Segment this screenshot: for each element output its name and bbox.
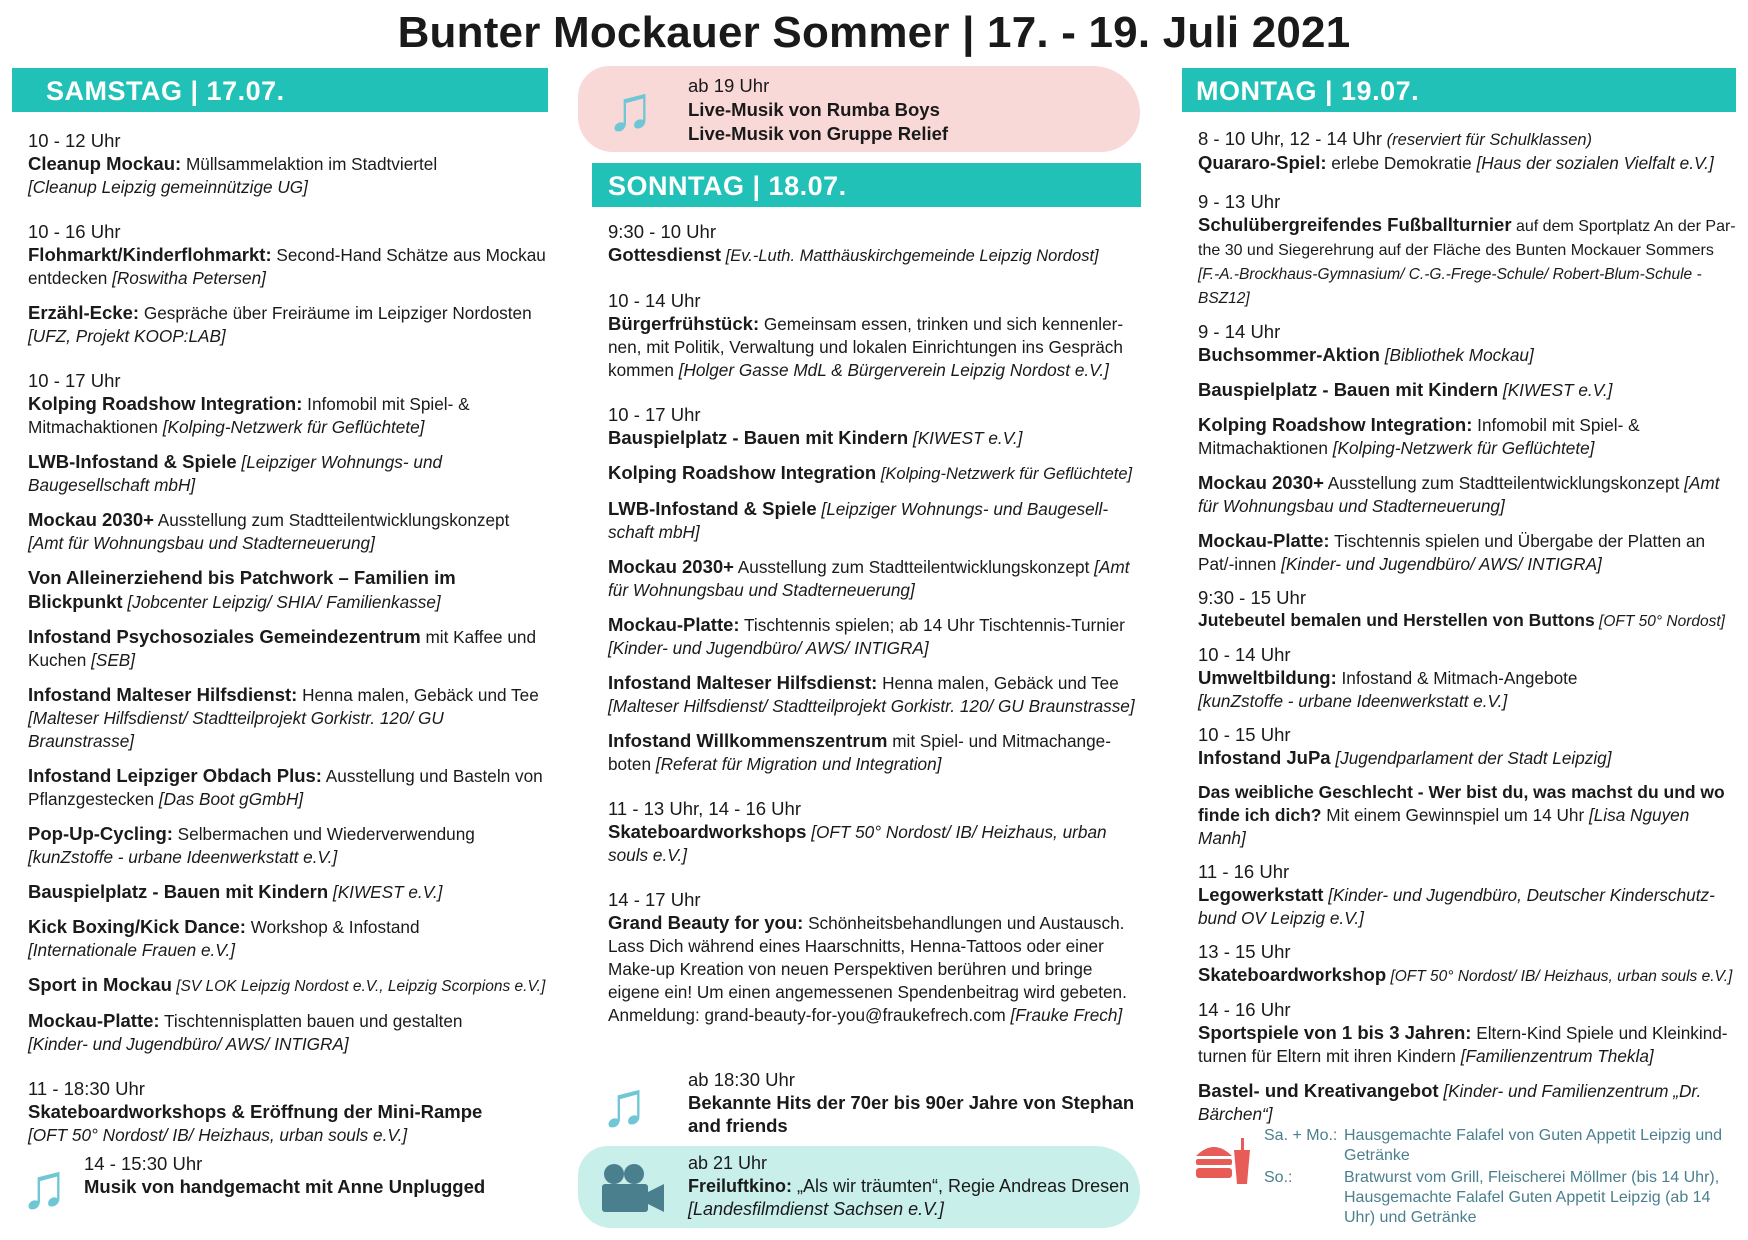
cinema-event: ab 21 Uhr Freiluftkino: „Als wir träumten“, Regie Andreas Dresen [Landesfilmdienst Sachsen e.V.] [578, 1146, 1140, 1228]
event-item: Mockau 2030+ Ausstellung zum Stadtteilentwicklungskonzept [Amt für Wohnungsbau und Stadterneuerung] [608, 556, 1130, 600]
event-item: Kolping Roadshow Integration [Kolping-Netzwerk für Geflüchtete] [608, 462, 1133, 483]
film-camera-icon [600, 1162, 666, 1216]
event-item: LWB-Infostand & Spiele [Leipziger Wohnungs- und Baugesell-schaft mbH] [608, 498, 1109, 542]
event-item: Mockau 2030+ Ausstellung zum Stadtteilentwicklungskonzept [Amt für Wohnungsbau und Stadterneuerung] [12, 508, 548, 555]
music-event: ♫ 14 - 15:30 Uhr Musik von handgemacht mit Anne Unplugged [20, 1150, 486, 1222]
event-item: Von Alleinerziehend bis Patchwork – Familien im Blickpunkt [Jobcenter Leipzig/ SHIA/ Familienkasse] [28, 567, 456, 612]
event-item: Infostand Leipziger Obdach Plus: Ausstellung und Basteln von Pflanzgestecken [Das Boot gGmbH] [28, 765, 543, 809]
event-item: 11 - 16 Uhr Legowerkstatt [Kinder- und Jugendbüro, Deutscher Kinderschutz-bund OV Leipzig e.V.] [1198, 861, 1715, 928]
event-item: Infostand Malteser Hilfsdienst: Henna malen, Gebäck und Tee [Malteser Hilfsdienst/ Stadtteilprojekt Gorkistr. 120/ GU Braunstrasse] [28, 684, 539, 751]
event-item: 10 - 17 Uhr Bauspielplatz - Bauen mit Kindern [KIWEST e.V.] [608, 404, 1023, 448]
event-item: Mockau-Platte: Tischtennisplatten bauen und gestalten [Kinder- und Jugendbüro/ AWS/ INTIGRA] [12, 1009, 548, 1056]
music-note-icon: ♫ [600, 1068, 648, 1140]
event-item: Bauspielplatz - Bauen mit Kindern [KIWEST e.V.] [28, 881, 443, 902]
saturday-header: SAMSTAG | 17.07. [12, 68, 548, 112]
event-item: Mockau 2030+ Ausstellung zum Stadtteilentwicklungskonzept [Amt für Wohnungsbau und Stadterneuerung] [1198, 472, 1720, 516]
event-item: 9:30 - 10 Uhr Gottesdienst [Ev.-Luth. Matthäuskirchgemeinde Leipzig Nordost] [608, 221, 1099, 265]
event-item: Bauspielplatz - Bauen mit Kindern [KIWEST e.V.] [1198, 379, 1613, 400]
event-item: Das weibliche Geschlecht - Wer bist du, was machst du und wo finde ich dich? Mit einem Gewinnspiel um 14 Uhr [Lisa Nguyen Manh] [1198, 782, 1725, 848]
event-item: 9 - 13 Uhr Schulübergreifendes Fußballturnier auf dem Sportplatz An der Par-the 30 und Siegerehrung auf der Fläche des Bunten Mockauer Sommers [F.-A.-Brockhaus-Gymnasium/ C.-G.-Frege-Schule/ Robert-Blum-Schule - BSZ12] [1182, 191, 1736, 310]
event-item: LWB-Infostand & Spiele [Leipziger Wohnungs- und Baugesellschaft mbH] [28, 451, 443, 495]
event-item: 10 - 14 Uhr Umweltbildung: Infostand & Mitmach-Angebote [kunZstoffe - urbane Ideenwerkstatt e.V.] [1198, 644, 1578, 711]
event-item: Infostand Psychosoziales Gemeindezentrum mit Kaffee und Kuchen [SEB] [28, 626, 537, 670]
event-item: 10 - 16 Uhr Flohmarkt/Kinderflohmarkt: Second-Hand Schätze aus Mockau entdecken [Roswitha Petersen] [12, 221, 548, 290]
event-item: Kick Boxing/Kick Dance: Workshop & Infostand [Internationale Frauen e.V.] [28, 916, 420, 960]
sunday-header: SONNTAG | 18.07. [592, 163, 1141, 207]
saturday-column [12, 68, 548, 1158]
food-drink-info: Sa. + Mo.: Hausgemachte Falafel von Guten Appetit Leipzig und Getränke So.: Bratwurst vom Grill, Fleischerei Möllmer (bis 14 Uhr), Hausgemachte Falafel Guten Appetit Leipzig (ab 14 Uhr) und Getränke [1194, 1126, 1740, 1236]
event-item: Mockau-Platte: Tischtennis spielen und Übergabe der Platten an Pat/-innen [Kinder- und Jugendbüro/ AWS/ INTIGRA] [1198, 530, 1706, 574]
event-item: Mockau-Platte: Tischtennis spielen; ab 14 Uhr Tischtennis-Turnier [Kinder- und Jugendbüro/ AWS/ INTIGRA] [608, 614, 1125, 658]
event-item: 13 - 15 Uhr Skateboardworkshop [OFT 50° Nordost/ IB/ Heizhaus, urban souls e.V.] [1198, 941, 1733, 985]
music-note-icon: ♫ [20, 1150, 68, 1222]
food-drink-icon [1194, 1136, 1252, 1188]
event-item: 11 - 13 Uhr, 14 - 16 Uhr Skateboardworkshops [OFT 50° Nordost/ IB/ Heizhaus, urban souls e.V.] [592, 798, 1141, 867]
page-title: Bunter Mockauer Sommer | 17. - 19. Juli 2021 [397, 8, 1351, 57]
event-item: Kolping Roadshow Integration: Infomobil mit Spiel- & Mitmachaktionen [Kolping-Netzwerk für Geflüchtete] [1182, 413, 1736, 460]
event-item: 10 - 12 Uhr Cleanup Mockau: Müllsammelaktion im Stadtviertel [Cleanup Leipzig gemeinnützige UG] [28, 130, 438, 197]
music-event: ♫ ab 18:30 Uhr Bekannte Hits der 70er bis 90er Jahre von Stephan and friends [600, 1068, 1135, 1140]
event-item: 8 - 10 Uhr, 12 - 14 Uhr (reserviert für Schulklassen) Quararo-Spiel: erlebe Demokratie [Haus der sozialen Vielfalt e.V.] [1198, 128, 1714, 173]
event-item: 10 - 17 Uhr Kolping Roadshow Integration: Infomobil mit Spiel- & Mitmachaktionen [Kolping-Netzwerk für Geflüchtete] [28, 370, 470, 437]
event-item: Sport in Mockau [SV LOK Leipzig Nordost e.V., Leipzig Scorpions e.V.] [28, 974, 546, 995]
event-item: Bastel- und Kreativangebot [Kinder- und Familienzentrum „Dr. Bärchen“] [1198, 1080, 1702, 1124]
monday-header: MONTAG | 19.07. [1182, 68, 1736, 112]
sunday-column [592, 163, 1141, 1038]
event-item: 9 - 14 Uhr Buchsommer-Aktion [Bibliothek Mockau] [1198, 321, 1534, 365]
event-item: Infostand Malteser Hilfsdienst: Henna malen, Gebäck und Tee [Malteser Hilfsdienst/ Stadtteilprojekt Gorkistr. 120/ GU Braunstrasse] [592, 671, 1141, 718]
event-item: 11 - 18:30 Uhr Skateboardworkshops & Eröffnung der Mini-Rampe [OFT 50° Nordost/ IB/ Heizhaus, urban souls e.V.] [28, 1078, 483, 1145]
event-item: 14 - 17 Uhr Grand Beauty for you: Schönheitsbehandlungen und Austausch. Lass Dich während eines Haarschnitts, Henna-Tattoos oder einer Make-up Kreation von neuen Perspektiven berühren und bringe eigene ein! Um einen angemessenen Spendenbeitrag wird gebeten. Anmeldung: grand-beauty-for-you@fraukefrech.com [Frauke Frech] [608, 889, 1127, 1025]
event-item: 9:30 - 15 Uhr Jutebeutel bemalen und Herstellen von Buttons [OFT 50° Nordost] [1182, 587, 1736, 633]
event-item: Pop-Up-Cycling: Selbermachen und Wiederverwendung [kunZstoffe - urbane Ideenwerkstatt e.V.] [12, 822, 548, 869]
event-item: 10 - 14 Uhr Bürgerfrühstück: Gemeinsam essen, trinken und sich kennenler-nen, mit Politik, Verwaltung und lokalen Einrichtungen ins Gespräch kommen [Holger Gasse MdL & Bürgerverein Leipzig Nordost e.V.] [592, 290, 1141, 382]
music-note-icon: ♫ [606, 72, 654, 144]
event-item: 14 - 16 Uhr Sportspiele von 1 bis 3 Jahren: Eltern-Kind Spiele und Kleinkind-turnen für Eltern mit ihren Kindern [Familienzentrum Thekla] [1182, 999, 1736, 1068]
monday-column [1182, 68, 1736, 1137]
event-item: Infostand Willkommenszentrum mit Spiel- und Mitmachange-boten [Referat für Migration und Integration] [608, 730, 1111, 774]
event-item: Erzähl-Ecke: Gespräche über Freiräume im Leipziger Nordosten [UFZ, Projekt KOOP:LAB] [28, 302, 532, 346]
event-item: 10 - 15 Uhr Infostand JuPa [Jugendparlament der Stadt Leipzig] [1198, 724, 1612, 768]
music-event: ♫ ab 19 Uhr Live-Musik von Rumba Boys Live-Musik von Gruppe Relief [578, 66, 1140, 152]
